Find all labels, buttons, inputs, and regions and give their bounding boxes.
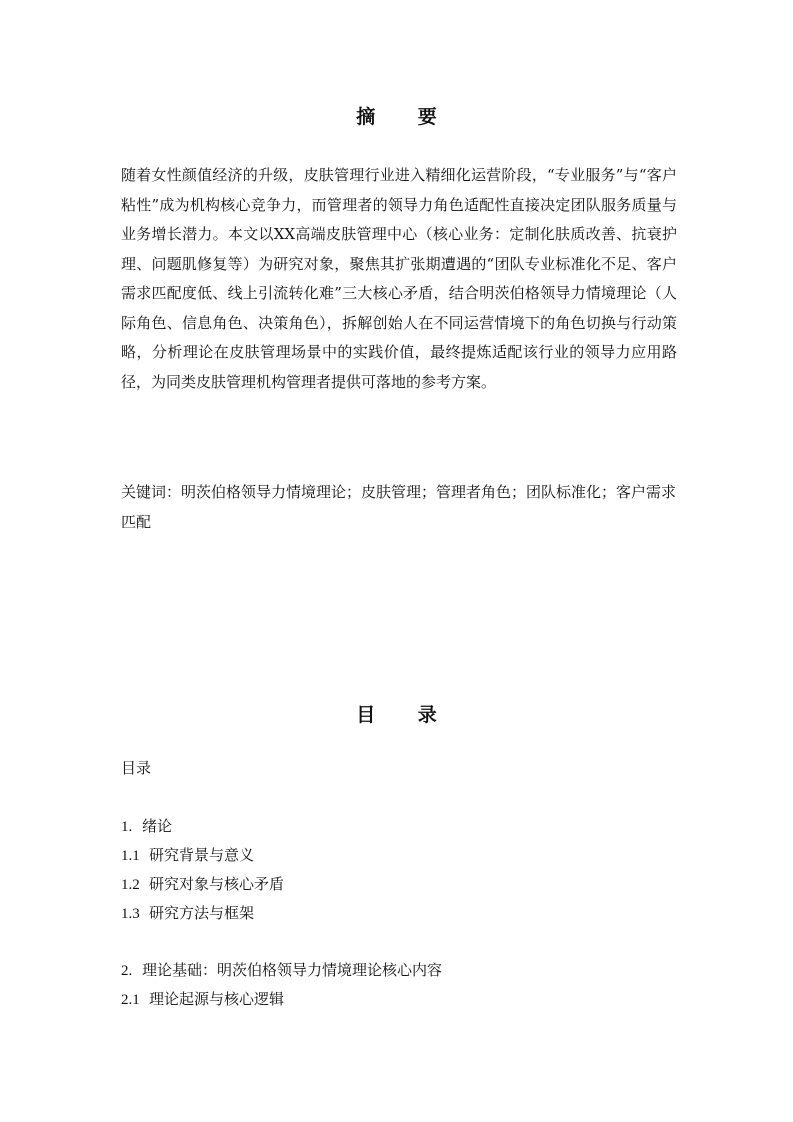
abstract-body: 随着女性颜值经济的升级，皮肤管理行业进入精细化运营阶段，“专业服务”与“客户粘性”成为机构核心竞争力，而管理者的领导力角色适配性直接决定团队服务质量与业务增长潜力。本文以XX高端皮肤管理中心（核心业务：定制化肤质改善、抗衰护理、问题肌修复等）为研究对象，聚焦其扩张期遭遇的“团队专业标准化不足、客户需求匹配度低、线上引流转化难”三大核心矛盾，结合明茨伯格领导力情境理论（人际角色、信息角色、决策角色），拆解创始人在不同运营情境下的角色切换与行动策略，分析理论在皮肤管理场景中的实践价值，最终提炼适配该行业的领导力应用路径，为同类皮肤管理机构管理者提供可落地的参考方案。	[121, 166, 677, 391]
abstract-heading: 摘 要	[356, 106, 455, 128]
toc-entry-number: 2.1	[121, 992, 140, 1008]
toc-entry-number: 1.1	[121, 848, 140, 864]
toc-entry-text: 研究背景与意义	[149, 846, 255, 864]
toc-entry[interactable]	[121, 989, 284, 1010]
toc-entry[interactable]	[121, 874, 284, 895]
toc-entry[interactable]	[121, 960, 442, 981]
toc-entry-text: 理论基础：明茨伯格领导力情境理论核心内容	[142, 961, 443, 979]
toc-entry-number: 1.	[121, 819, 133, 835]
toc-entry[interactable]	[121, 816, 172, 837]
toc-entry-text: 理论起源与核心逻辑	[149, 990, 285, 1008]
toc-entry-text: 研究方法与框架	[149, 904, 255, 922]
toc-label: 目录	[121, 759, 152, 777]
keywords-paragraph: 关键词：明茨伯格领导力情境理论；皮肤管理；管理者角色；团队标准化；客户需求匹配	[121, 483, 677, 531]
toc-entry-number: 1.2	[121, 877, 140, 893]
toc-entry-number: 1.3	[121, 906, 140, 922]
toc-heading: 目 录	[356, 704, 455, 726]
toc-entry[interactable]	[121, 845, 254, 866]
toc-entry-text: 研究对象与核心矛盾	[149, 875, 285, 893]
toc-entry-number: 2.	[121, 963, 133, 979]
toc-entry-text: 绪论	[142, 817, 173, 835]
toc-entry[interactable]	[121, 903, 254, 924]
